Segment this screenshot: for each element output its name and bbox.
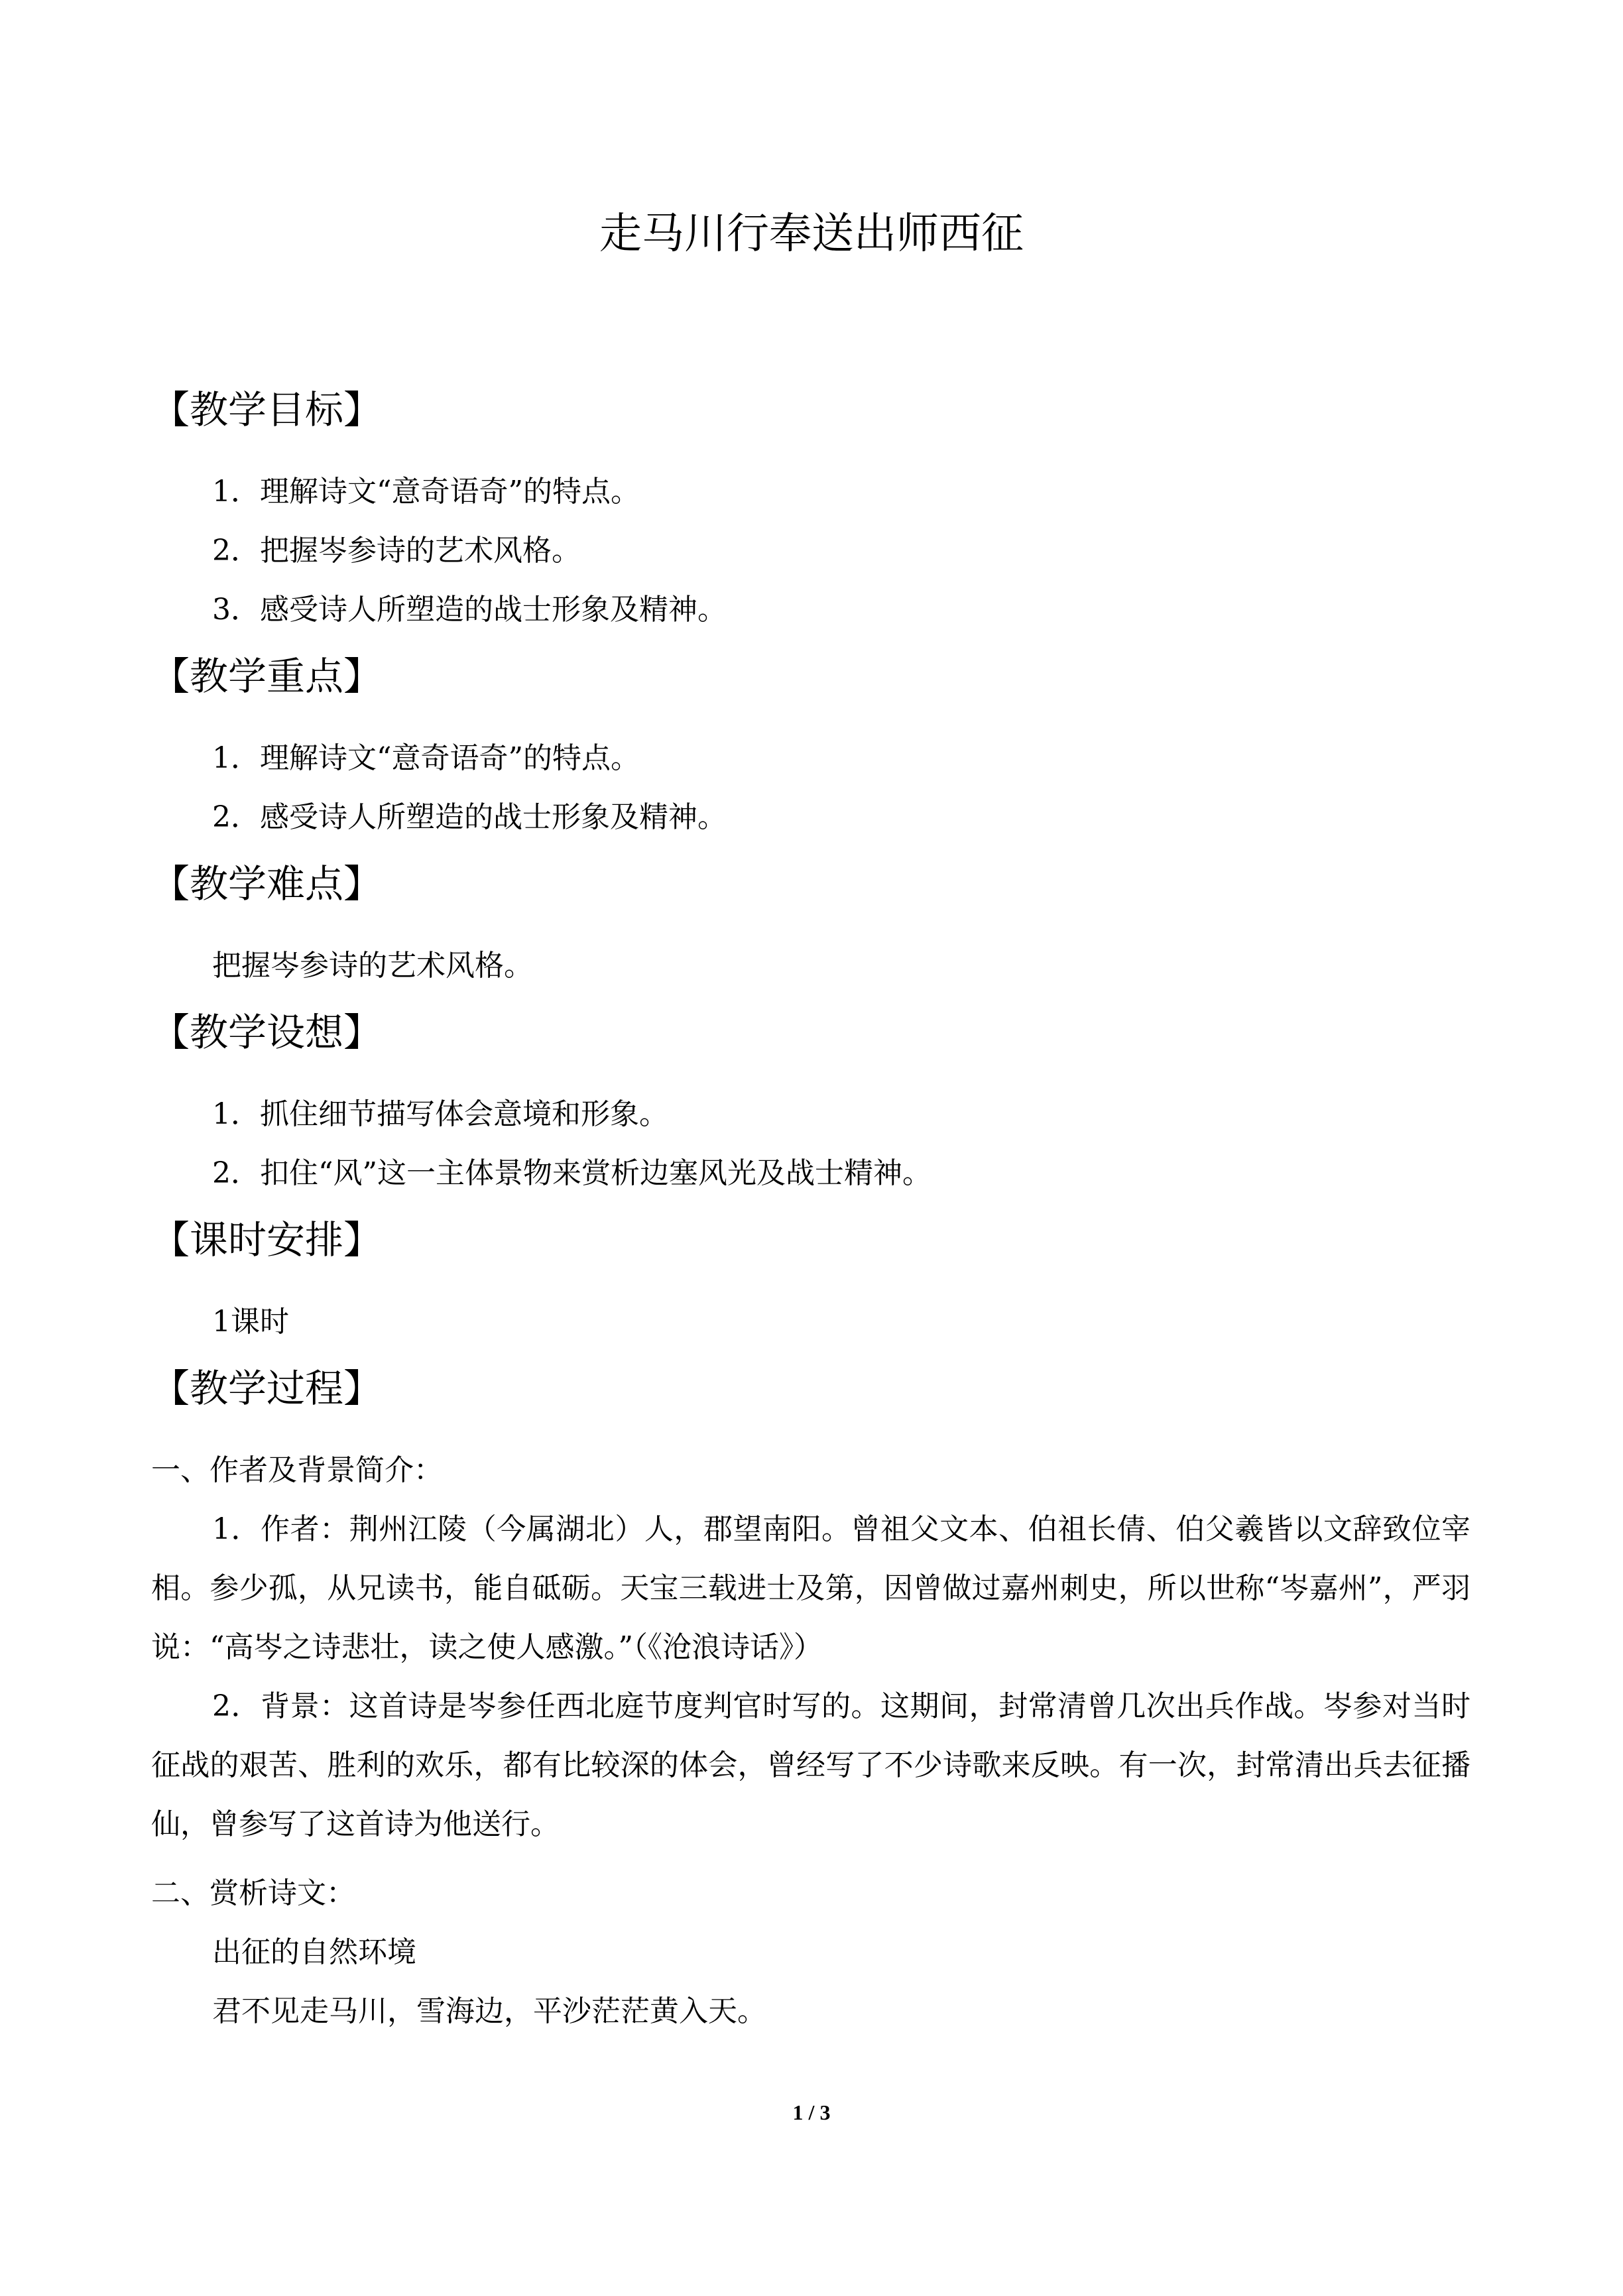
section-heading-objectives: 【教学目标】 — [151, 387, 383, 432]
key-point-item: 1．理解诗文“意奇语奇”的特点。 — [212, 741, 640, 775]
section-heading-key-points: 【教学重点】 — [151, 654, 383, 699]
process-part2-title: 二、赏析诗文： — [151, 1876, 355, 1910]
section-heading-design: 【教学设想】 — [151, 1010, 383, 1055]
objective-item: 3．感受诗人所塑造的战士形象及精神。 — [212, 593, 727, 627]
key-point-item: 2．感受诗人所塑造的战士形象及精神。 — [212, 800, 727, 834]
process-part1-title: 一、作者及背景简介： — [151, 1453, 443, 1487]
design-item: 1．抓住细节描写体会意境和形象。 — [212, 1097, 668, 1131]
background-paragraph: 2．背景：这首诗是岑参任西北庭节度判官时写的。这期间，封常清曾几次出兵作战。岑参对当时征战的艰苦、胜利的欢乐，都有比较深的体会，曾经写了不少诗歌来反映。有一次，封常清出兵去征播仙，曾参写了这首诗为他送行。 — [151, 1689, 1471, 1841]
page-number: 1 / 3 — [792, 2100, 831, 2124]
section-heading-schedule: 【课时安排】 — [151, 1217, 383, 1262]
difficulty-item: 把握岑参诗的艺术风格。 — [212, 949, 533, 983]
design-item: 2．扣住“风”这一主体景物来赏析边塞风光及战士精神。 — [212, 1156, 932, 1190]
poem-verse: 君不见走马川，雪海边，平沙茫茫黄入天。 — [212, 1994, 766, 2028]
schedule-item: 1课时 — [212, 1305, 289, 1339]
objective-item: 2．把握岑参诗的艺术风格。 — [212, 534, 581, 568]
document-title: 走马川行奉送出师西征 — [599, 210, 1024, 259]
section-heading-process: 【教学过程】 — [151, 1366, 383, 1411]
process-subtitle: 出征的自然环境 — [212, 1935, 416, 1969]
author-paragraph: 1．作者：荆州江陵（今属湖北）人，郡望南阳。曾祖父文本、伯祖长倩、伯父羲皆以文辞致位宰相。参少孤，从兄读书，能自砥砺。天宝三载进士及第，因曾做过嘉州刺史，所以世称“岑嘉州”，严羽说：“高岑之诗悲壮，读之使人感激。”（《沧浪诗话》） — [151, 1512, 1471, 1664]
section-heading-difficulties: 【教学难点】 — [151, 861, 383, 906]
objective-item: 1．理解诗文“意奇语奇”的特点。 — [212, 475, 640, 509]
